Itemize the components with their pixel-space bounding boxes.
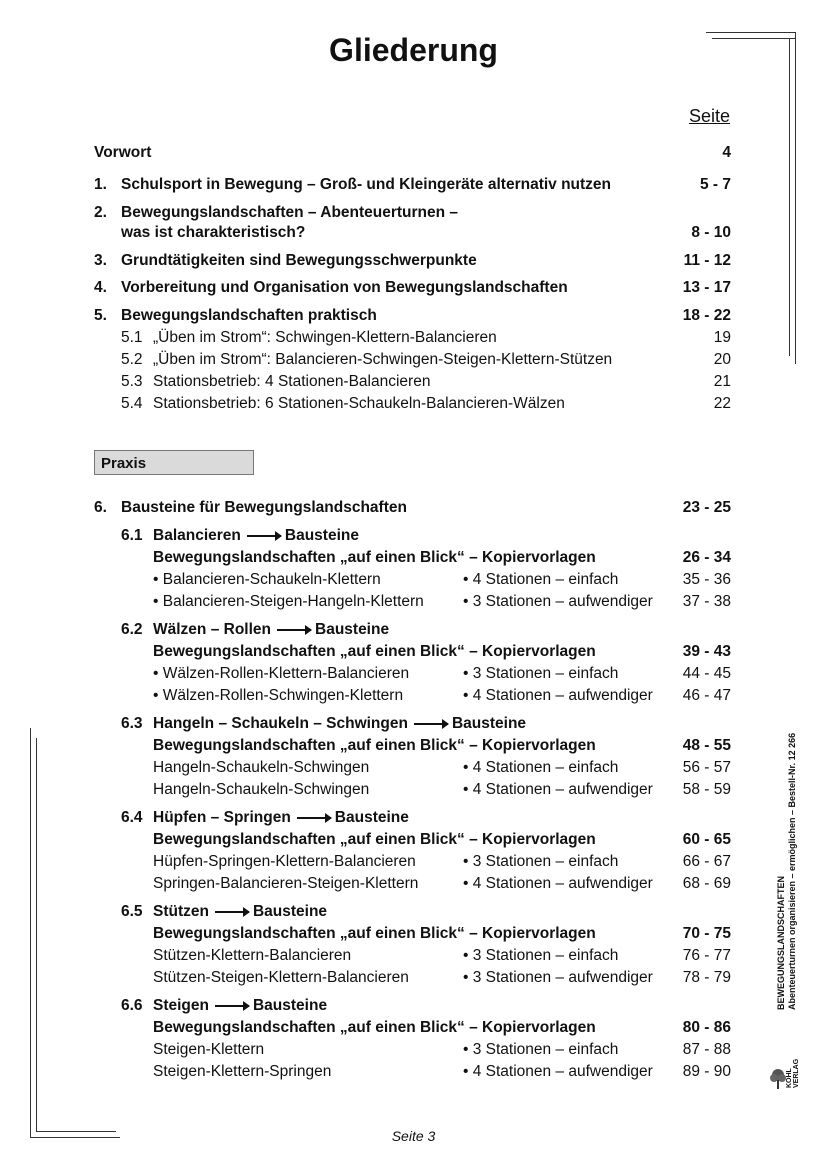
block-number: 6.1 — [121, 527, 143, 544]
block-item-page: 58 - 59 — [682, 781, 731, 798]
block-heading — [0, 903, 827, 925]
arrow-right-icon — [215, 911, 249, 913]
toc-entry-number: 1. — [94, 176, 107, 193]
block-heading — [0, 809, 827, 831]
toc-entry — [0, 144, 827, 166]
tree-logo-icon — [770, 1068, 786, 1088]
kopiervorlagen-title: Bewegungslandschaften „auf einen Blick“ – Kopiervorlagen — [153, 925, 596, 942]
kopiervorlagen-page: 39 - 43 — [682, 643, 731, 660]
block-kopiervorlagen — [0, 737, 827, 759]
toc-subentry-title: Stationsbetrieb: 4 Stationen-Balancieren — [153, 373, 431, 390]
toc-subentry-number: 5.4 — [121, 395, 143, 412]
toc-subentry — [0, 373, 827, 395]
toc-entry — [0, 279, 827, 301]
block-item-stations: • 3 Stationen – einfach — [463, 853, 619, 870]
toc-entry-number: 5. — [94, 307, 107, 324]
toc-entry — [0, 252, 827, 274]
kopiervorlagen-title: Bewegungslandschaften „auf einen Blick“ – Kopiervorlagen — [153, 831, 596, 848]
block-item-name: Hangeln-Schaukeln-Schwingen — [153, 759, 370, 776]
arrow-right-icon — [297, 817, 331, 819]
block-kopiervorlagen — [0, 831, 827, 853]
block-item — [0, 1063, 827, 1085]
toc-entry-number: 3. — [94, 252, 107, 269]
block-number: 6.4 — [121, 809, 143, 826]
block-item — [0, 969, 827, 991]
kopiervorlagen-title: Bewegungslandschaften „auf einen Blick“ – Kopiervorlagen — [153, 549, 596, 566]
block-item-stations: • 3 Stationen – aufwendiger — [463, 969, 653, 986]
block-item-name: • Wälzen-Rollen-Klettern-Balancieren — [153, 665, 410, 682]
block-item-stations: • 4 Stationen – einfach — [463, 571, 619, 588]
block-item-stations: • 3 Stationen – einfach — [463, 665, 619, 682]
block-heading-text — [153, 809, 409, 827]
toc-subentry-page: 22 — [713, 395, 731, 412]
toc-subentry — [0, 329, 827, 351]
kopiervorlagen-page: 26 - 34 — [682, 549, 731, 566]
block-item-page: 68 - 69 — [682, 875, 731, 892]
block-kopiervorlagen — [0, 1019, 827, 1041]
block-item-name: • Balancieren-Schaukeln-Klettern — [153, 571, 381, 588]
block-item-stations: • 4 Stationen – aufwendiger — [463, 875, 653, 892]
block-item — [0, 853, 827, 875]
toc-entry-title: Vorwort — [94, 144, 152, 161]
block-title: Steigen — [153, 997, 209, 1014]
block-bausteine: Bausteine — [315, 621, 390, 638]
toc-entry — [0, 307, 827, 329]
toc-entry-title: Schulsport in Bewegung – Groß- und Kleingeräte alternativ nutzen — [121, 176, 612, 193]
block-item-name: • Balancieren-Steigen-Hangeln-Klettern — [153, 593, 424, 610]
toc-subentry-number: 5.3 — [121, 373, 143, 390]
block-number: 6.6 — [121, 997, 143, 1014]
toc-entry-continued — [0, 224, 827, 246]
block-item-page: 46 - 47 — [682, 687, 731, 704]
block-heading — [0, 715, 827, 737]
toc-subentry-page: 19 — [713, 329, 731, 346]
block-item-page: 56 - 57 — [682, 759, 731, 776]
block-number: 6.5 — [121, 903, 143, 920]
arrow-right-icon — [414, 723, 448, 725]
toc-entry-title: Bausteine für Bewegungslandschaften — [121, 499, 407, 516]
block-kopiervorlagen — [0, 643, 827, 665]
block-item-name: Steigen-Klettern — [153, 1041, 265, 1058]
toc-entry-title: Grundtätigkeiten sind Bewegungsschwerpunkte — [121, 252, 477, 269]
toc-subentry-title: Stationsbetrieb: 6 Stationen-Schaukeln-Balancieren-Wälzen — [153, 395, 565, 412]
kopiervorlagen-title: Bewegungslandschaften „auf einen Blick“ – Kopiervorlagen — [153, 737, 596, 754]
kopiervorlagen-page: 70 - 75 — [682, 925, 731, 942]
toc-entry-page: 5 - 7 — [699, 176, 731, 193]
side-title: BEWEGUNGSLANDSCHAFTEN — [776, 876, 786, 1010]
block-item-stations: • 4 Stationen – aufwendiger — [463, 781, 653, 798]
toc-entry — [0, 176, 827, 198]
block-item-name: Springen-Balancieren-Steigen-Klettern — [153, 875, 419, 892]
block-item — [0, 593, 827, 615]
block-bausteine: Bausteine — [252, 903, 328, 920]
block-item-page: 78 - 79 — [682, 969, 731, 986]
block-item — [0, 947, 827, 969]
block-item — [0, 687, 827, 709]
block-title: Wälzen – Rollen — [153, 621, 271, 638]
toc-entry-number: 6. — [94, 499, 107, 516]
toc-subentry-number: 5.2 — [121, 351, 143, 368]
block-kopiervorlagen — [0, 549, 827, 571]
toc-subentry-title: „Üben im Strom“: Balancieren-Schwingen-Steigen-Klettern-Stützen — [153, 351, 613, 368]
page-title: Gliederung — [329, 32, 498, 68]
toc-entry-page: 4 — [722, 144, 731, 161]
block-item — [0, 1041, 827, 1063]
block-item-stations: • 4 Stationen – einfach — [463, 759, 619, 776]
side-imprint — [776, 733, 798, 1010]
block-heading-text — [153, 997, 327, 1015]
kopiervorlagen-title: Bewegungslandschaften „auf einen Blick“ – Kopiervorlagen — [153, 643, 596, 660]
block-item-page: 89 - 90 — [682, 1063, 731, 1080]
kopiervorlagen-page: 48 - 55 — [682, 737, 731, 754]
toc-entry-title: Bewegungslandschaften praktisch — [121, 307, 377, 324]
block-item-stations: • 4 Stationen – aufwendiger — [463, 687, 653, 704]
toc-subentry — [0, 395, 827, 417]
toc-entry-page: 8 - 10 — [691, 224, 731, 241]
block-heading — [0, 527, 827, 549]
block-item-name: Hangeln-Schaukeln-Schwingen — [153, 781, 370, 798]
block-item-page: 35 - 36 — [682, 571, 731, 588]
arrow-right-icon — [247, 535, 281, 537]
toc-subentry-page: 20 — [713, 351, 731, 368]
block-title: Stützen — [153, 903, 209, 920]
toc-entry-title: Bewegungslandschaften – Abenteuerturnen – — [121, 204, 459, 221]
block-item-name: Hüpfen-Springen-Klettern-Balancieren — [153, 853, 416, 870]
toc-entry-section6 — [0, 499, 827, 521]
block-item — [0, 781, 827, 803]
kopiervorlagen-page: 80 - 86 — [682, 1019, 731, 1036]
block-item-name: Stützen-Steigen-Klettern-Balancieren — [153, 969, 409, 986]
block-item-name: Stützen-Klettern-Balancieren — [153, 947, 352, 964]
block-item-page: 66 - 67 — [682, 853, 731, 870]
toc-entry-title: Vorbereitung und Organisation von Bewegungslandschaften — [121, 279, 568, 296]
block-item-page: 76 - 77 — [682, 947, 731, 964]
arrow-right-icon — [277, 629, 311, 631]
block-title: Hangeln – Schaukeln – Schwingen — [153, 715, 408, 732]
block-item — [0, 875, 827, 897]
block-item-stations: • 3 Stationen – einfach — [463, 1041, 619, 1058]
page-number: Seite 3 — [391, 1128, 436, 1144]
block-kopiervorlagen — [0, 925, 827, 947]
block-item-name: • Wälzen-Rollen-Schwingen-Klettern — [153, 687, 404, 704]
block-heading-text — [153, 715, 526, 733]
toc-entry-number: 2. — [94, 204, 107, 221]
toc-subentry-page: 21 — [713, 373, 731, 390]
block-bausteine: Bausteine — [451, 715, 527, 732]
toc-entry-page: 18 - 22 — [682, 307, 731, 324]
block-title: Hüpfen – Springen — [153, 809, 291, 826]
block-number: 6.2 — [121, 621, 143, 638]
page-column-header: Seite — [688, 106, 730, 126]
kopiervorlagen-title: Bewegungslandschaften „auf einen Blick“ – Kopiervorlagen — [153, 1019, 596, 1036]
block-item-page: 37 - 38 — [682, 593, 731, 610]
block-item-page: 87 - 88 — [682, 1041, 731, 1058]
block-item-stations: • 4 Stationen – aufwendiger — [463, 1063, 653, 1080]
block-heading — [0, 997, 827, 1019]
block-item — [0, 571, 827, 593]
block-heading — [0, 621, 827, 643]
block-item — [0, 759, 827, 781]
toc-entry-page: 23 - 25 — [682, 499, 731, 516]
block-heading-text — [153, 527, 359, 545]
toc-entry — [0, 204, 827, 226]
toc-entry-title-line2: was ist charakteristisch? — [121, 224, 306, 241]
block-item-stations: • 3 Stationen – einfach — [463, 947, 619, 964]
toc-subentry-number: 5.1 — [121, 329, 143, 346]
block-bausteine: Bausteine — [252, 997, 328, 1014]
arrow-right-icon — [215, 1005, 249, 1007]
block-item-page: 44 - 45 — [682, 665, 731, 682]
block-heading-text — [153, 903, 327, 921]
praxis-section-label: Praxis — [94, 450, 254, 475]
toc-entry-number: 4. — [94, 279, 107, 296]
block-bausteine: Bausteine — [334, 809, 409, 826]
toc-subentry — [0, 351, 827, 373]
block-item — [0, 665, 827, 687]
kopiervorlagen-page: 60 - 65 — [682, 831, 731, 848]
toc-subentry-title: „Üben im Strom“: Schwingen-Klettern-Balancieren — [153, 329, 497, 346]
block-title: Balancieren — [153, 527, 241, 544]
block-bausteine: Bausteine — [284, 527, 359, 544]
block-number: 6.3 — [121, 715, 143, 732]
block-heading-text — [153, 621, 389, 639]
publisher-logo-text: KOHL VERLAG — [786, 1058, 800, 1088]
side-subtitle: Abenteuerturnen organisieren – ermöglichen – Bestell-Nr. 12 266 — [787, 732, 797, 1010]
toc-entry-page: 13 - 17 — [682, 279, 731, 296]
block-item-stations: • 3 Stationen – aufwendiger — [463, 593, 653, 610]
toc-entry-page: 11 - 12 — [683, 252, 731, 269]
block-item-name: Steigen-Klettern-Springen — [153, 1063, 332, 1080]
